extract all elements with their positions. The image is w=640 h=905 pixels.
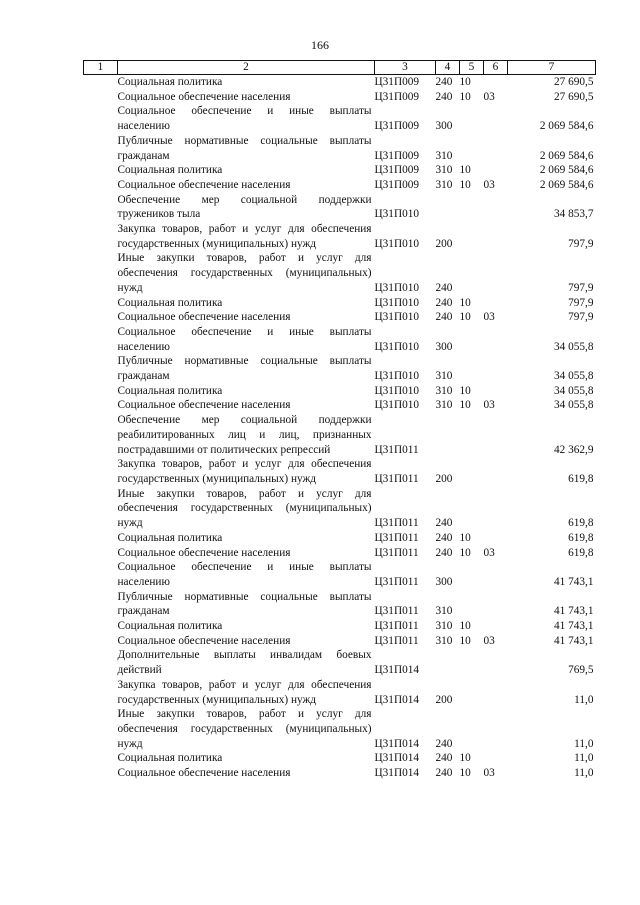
row-code-cell: Ц31П009: [374, 90, 420, 103]
row-name-cell: Социальное обеспечение населения: [117, 634, 291, 647]
row-name-cell: Публичные нормативные социальные выплаты гражданам: [117, 134, 372, 162]
row-name-cell: Закупка товаров, работ и услуг для обеспечения государственных (муниципальных) нужд: [117, 223, 372, 250]
row-expense-type-cell: [436, 648, 460, 677]
row-expense-type-cell: 200: [435, 693, 453, 706]
row-number-cell: [84, 134, 118, 163]
column-header-6: 6: [484, 61, 508, 75]
row-name-cell: Закупка товаров, работ и услуг для обеспечения государственных (муниципальных) нужд: [117, 458, 372, 485]
row-amount-cell: 2 069 584,6: [539, 164, 594, 177]
row-expense-type-cell: 240: [435, 517, 453, 530]
row-section-cell: 10: [459, 531, 471, 544]
page-number: 166: [311, 38, 329, 52]
row-code-cell: Ц31П014: [374, 752, 420, 765]
row-number-cell: [84, 251, 118, 295]
table-row: [84, 222, 596, 251]
column-header-7: 7: [508, 61, 596, 75]
row-amount-cell: 619,8: [568, 472, 594, 485]
row-number-cell: [84, 222, 118, 251]
row-number-cell: [84, 678, 118, 707]
row-code-cell: Ц31П009: [374, 149, 420, 162]
row-number-cell: [84, 634, 118, 649]
table-row: [84, 104, 596, 133]
row-number-cell: [84, 560, 118, 589]
row-amount-cell: 769,5: [568, 664, 594, 677]
row-code-cell: Ц31П010: [374, 384, 420, 397]
row-subsection-cell: 03: [483, 90, 495, 103]
row-amount-cell: 11,0: [574, 752, 594, 765]
row-code-cell: Ц31П010: [374, 208, 420, 221]
row-code-cell: Ц31П010: [374, 340, 420, 353]
row-subsection-cell: [484, 648, 508, 677]
row-subsection-cell: [484, 222, 508, 251]
table-row: [84, 310, 596, 325]
table-row: [84, 413, 596, 457]
row-section-cell: [460, 251, 484, 295]
row-subsection-cell: [484, 193, 508, 222]
row-section-cell: 10: [459, 767, 471, 780]
table-row: [84, 178, 596, 193]
row-number-cell: [84, 707, 118, 751]
table-header: [84, 61, 596, 75]
row-code-cell: Ц31П009: [374, 178, 420, 191]
row-code-cell: Ц31П010: [374, 311, 420, 324]
row-name-cell: Социальная политика: [117, 752, 223, 765]
budget-table: [83, 60, 596, 781]
row-expense-type-cell: 310: [435, 164, 453, 177]
row-amount-cell: 42 362,9: [553, 443, 594, 456]
row-amount-cell: 797,9: [568, 311, 594, 324]
row-name-cell: Социальное обеспечение населения: [117, 178, 291, 191]
row-name-cell: Социальное обеспечение населения: [117, 399, 291, 412]
row-name-cell: Социальное обеспечение и иные выплаты населению: [117, 105, 372, 133]
row-expense-type-cell: 240: [435, 737, 453, 750]
row-number-cell: [84, 75, 118, 90]
table-row: [84, 531, 596, 546]
table-body: [84, 75, 596, 781]
row-name-cell: Иные закупки товаров, работ и услуг для обеспечения государственных (муниципальных) нужд: [117, 487, 372, 530]
row-number-cell: [84, 296, 118, 311]
row-number-cell: [84, 354, 118, 383]
row-expense-type-cell: 200: [435, 237, 453, 250]
table-row: [84, 134, 596, 163]
row-expense-type-cell: 240: [435, 767, 453, 780]
row-subsection-cell: [484, 104, 508, 133]
row-subsection-cell: [484, 751, 508, 766]
row-subsection-cell: [484, 590, 508, 619]
table-row: [84, 546, 596, 561]
row-number-cell: [84, 457, 118, 486]
row-code-cell: Ц31П011: [374, 443, 419, 456]
row-expense-type-cell: [436, 193, 460, 222]
row-amount-cell: 2 069 584,6: [539, 120, 594, 133]
row-code-cell: Ц31П011: [374, 634, 419, 647]
column-header-3: 3: [375, 61, 436, 75]
row-name-cell: Публичные нормативные социальные выплаты гражданам: [117, 590, 372, 618]
row-code-cell: Ц31П014: [374, 693, 420, 706]
row-amount-cell: 11,0: [574, 737, 594, 750]
table-row: [84, 296, 596, 311]
table-row: [84, 766, 596, 781]
row-subsection-cell: 03: [483, 546, 495, 559]
row-code-cell: Ц31П014: [374, 737, 420, 750]
row-amount-cell: 797,9: [568, 237, 594, 250]
row-code-cell: Ц31П011: [374, 531, 419, 544]
row-expense-type-cell: 300: [435, 340, 453, 353]
row-expense-type-cell: 200: [435, 472, 453, 485]
row-name-cell: Социальная политика: [117, 531, 223, 544]
row-expense-type-cell: 310: [435, 605, 453, 618]
row-amount-cell: 34 055,8: [553, 370, 594, 383]
row-subsection-cell: [484, 678, 508, 707]
row-expense-type-cell: 240: [435, 546, 453, 559]
row-amount-cell: 27 690,5: [553, 76, 594, 88]
row-amount-cell: 11,0: [574, 767, 594, 780]
row-number-cell: [84, 398, 118, 413]
header-row: [84, 61, 596, 75]
table-row: [84, 648, 596, 677]
row-code-cell: Ц31П011: [374, 472, 419, 485]
table-row: [84, 560, 596, 589]
row-amount-cell: 27 690,5: [553, 90, 594, 103]
row-name-cell: Иные закупки товаров, работ и услуг для обеспечения государственных (муниципальных) нужд: [117, 252, 372, 294]
row-amount-cell: 619,8: [568, 546, 594, 559]
row-number-cell: [84, 619, 118, 634]
row-amount-cell: 34 055,8: [553, 340, 594, 353]
row-name-cell: Закупка товаров, работ и услуг для обеспечения государственных (муниципальных) нужд: [117, 678, 372, 706]
table-row: [84, 325, 596, 354]
row-expense-type-cell: 310: [435, 384, 453, 397]
row-name-cell: Социальная политика: [117, 620, 223, 633]
row-name-cell: Социальная политика: [117, 76, 223, 88]
table-row: [84, 751, 596, 766]
row-expense-type-cell: 310: [435, 370, 453, 383]
row-code-cell: Ц31П010: [374, 296, 420, 309]
row-name-cell: Социальное обеспечение населения: [117, 311, 291, 324]
row-name-cell: Дополнительные выплаты инвалидам боевых действий: [117, 649, 372, 677]
row-amount-cell: 797,9: [568, 281, 594, 294]
row-section-cell: [460, 560, 484, 589]
table-row: [84, 251, 596, 295]
table-row: [84, 619, 596, 634]
row-code-cell: Ц31П011: [374, 517, 419, 530]
row-expense-type-cell: 300: [435, 120, 453, 133]
row-number-cell: [84, 163, 118, 178]
column-header-4: 4: [436, 61, 460, 75]
row-code-cell: Ц31П010: [374, 399, 420, 412]
row-number-cell: [84, 648, 118, 677]
row-code-cell: Ц31П010: [374, 370, 420, 383]
row-name-cell: Социальное обеспечение и иные выплаты населению: [117, 325, 372, 353]
row-subsection-cell: [484, 487, 508, 531]
table-row: [84, 678, 596, 707]
table-row: [84, 457, 596, 486]
row-amount-cell: 619,8: [568, 517, 594, 530]
row-amount-cell: 41 743,1: [553, 605, 594, 618]
row-amount-cell: 797,9: [568, 296, 594, 309]
row-number-cell: [84, 413, 118, 457]
row-subsection-cell: [484, 457, 508, 486]
row-subsection-cell: 03: [483, 634, 495, 647]
row-subsection-cell: [484, 707, 508, 751]
row-section-cell: [460, 413, 484, 457]
row-number-cell: [84, 90, 118, 105]
table-row: [84, 354, 596, 383]
table-row: [84, 90, 596, 105]
row-expense-type-cell: 240: [435, 90, 453, 103]
row-section-cell: [460, 457, 484, 486]
row-number-cell: [84, 531, 118, 546]
row-expense-type-cell: 240: [435, 76, 453, 88]
row-section-cell: 10: [459, 164, 471, 177]
row-number-cell: [84, 546, 118, 561]
table-row: [84, 634, 596, 649]
row-amount-cell: 11,0: [574, 693, 594, 706]
row-expense-type-cell: 240: [435, 311, 453, 324]
row-code-cell: Ц31П010: [374, 237, 420, 250]
row-subsection-cell: 03: [483, 399, 495, 412]
row-subsection-cell: [484, 413, 508, 457]
row-expense-type-cell: 300: [435, 575, 453, 588]
row-amount-cell: 34 055,8: [553, 399, 594, 412]
row-subsection-cell: [484, 134, 508, 163]
column-header-2: 2: [118, 61, 375, 75]
row-section-cell: 10: [459, 76, 471, 88]
row-subsection-cell: [484, 384, 508, 399]
row-section-cell: 10: [459, 620, 471, 633]
row-subsection-cell: 03: [483, 178, 495, 191]
row-section-cell: [460, 193, 484, 222]
row-section-cell: [460, 487, 484, 531]
row-section-cell: [460, 222, 484, 251]
row-name-cell: Публичные нормативные социальные выплаты гражданам: [117, 355, 372, 383]
row-section-cell: 10: [459, 296, 471, 309]
table-row: [84, 398, 596, 413]
row-name-cell: Социальное обеспечение населения: [117, 546, 291, 559]
row-code-cell: Ц31П009: [374, 76, 420, 88]
row-expense-type-cell: 310: [435, 620, 453, 633]
row-name-cell: Социальное обеспечение и иные выплаты населению: [117, 561, 372, 588]
row-expense-type-cell: 240: [435, 531, 453, 544]
row-amount-cell: 619,8: [568, 531, 594, 544]
row-number-cell: [84, 193, 118, 222]
row-amount-cell: 34 055,8: [553, 384, 594, 397]
row-code-cell: Ц31П010: [374, 281, 420, 294]
row-section-cell: 10: [459, 752, 471, 765]
table-row: [84, 193, 596, 222]
row-code-cell: Ц31П014: [374, 767, 420, 780]
row-subsection-cell: [484, 619, 508, 634]
row-amount-cell: 34 853,7: [553, 208, 594, 221]
row-number-cell: [84, 104, 118, 133]
row-name-cell: Социальная политика: [117, 296, 223, 309]
row-code-cell: Ц31П011: [374, 575, 419, 588]
row-name-cell: Обеспечение мер социальной поддержки реабилитированных лиц и лиц, признанных пострадавшими от политических репрессий: [117, 414, 372, 456]
table-row: [84, 590, 596, 619]
row-amount-cell: 41 743,1: [553, 634, 594, 647]
row-section-cell: 10: [459, 634, 471, 647]
row-amount-cell: 2 069 584,6: [539, 149, 594, 162]
row-subsection-cell: [484, 251, 508, 295]
row-code-cell: Ц31П011: [374, 546, 419, 559]
row-expense-type-cell: [436, 413, 460, 457]
row-section-cell: [460, 325, 484, 354]
row-expense-type-cell: 310: [435, 149, 453, 162]
row-amount-cell: 41 743,1: [553, 620, 594, 633]
column-header-5: 5: [460, 61, 484, 75]
row-number-cell: [84, 310, 118, 325]
row-number-cell: [84, 751, 118, 766]
row-section-cell: [460, 134, 484, 163]
row-subsection-cell: [484, 325, 508, 354]
row-subsection-cell: 03: [483, 767, 495, 780]
row-expense-type-cell: 240: [435, 281, 453, 294]
row-section-cell: 10: [459, 311, 471, 324]
row-expense-type-cell: 240: [435, 752, 453, 765]
row-code-cell: Ц31П011: [374, 620, 419, 633]
row-name-cell: Социальное обеспечение населения: [117, 90, 291, 103]
row-section-cell: [460, 104, 484, 133]
row-section-cell: [460, 678, 484, 707]
row-subsection-cell: [484, 296, 508, 311]
row-section-cell: 10: [459, 546, 471, 559]
row-section-cell: [460, 707, 484, 751]
row-section-cell: [460, 354, 484, 383]
row-number-cell: [84, 325, 118, 354]
row-section-cell: 10: [459, 90, 471, 103]
table-row: [84, 384, 596, 399]
row-subsection-cell: [484, 531, 508, 546]
row-number-cell: [84, 487, 118, 531]
row-section-cell: [460, 590, 484, 619]
row-subsection-cell: [484, 163, 508, 178]
row-amount-cell: 41 743,1: [553, 575, 594, 588]
row-expense-type-cell: 310: [435, 178, 453, 191]
row-amount-cell: 2 069 584,6: [539, 178, 594, 191]
row-number-cell: [84, 590, 118, 619]
row-code-cell: Ц31П014: [374, 664, 420, 677]
row-section-cell: [460, 648, 484, 677]
row-number-cell: [84, 766, 118, 781]
row-expense-type-cell: 240: [435, 296, 453, 309]
row-section-cell: 10: [459, 384, 471, 397]
row-name-cell: Социальная политика: [117, 164, 223, 177]
table-row: [84, 487, 596, 531]
row-subsection-cell: [484, 560, 508, 589]
row-subsection-cell: 03: [483, 311, 495, 324]
row-code-cell: Ц31П009: [374, 120, 420, 133]
column-header-1: 1: [84, 61, 118, 75]
row-subsection-cell: [484, 75, 508, 90]
table-row: [84, 707, 596, 751]
row-code-cell: Ц31П009: [374, 164, 420, 177]
row-code-cell: Ц31П011: [374, 605, 419, 618]
row-section-cell: 10: [459, 178, 471, 191]
row-number-cell: [84, 384, 118, 399]
table-row: [84, 75, 596, 90]
row-section-cell: 10: [459, 399, 471, 412]
row-name-cell: Социальное обеспечение населения: [117, 767, 291, 780]
row-subsection-cell: [484, 354, 508, 383]
row-name-cell: Социальная политика: [117, 384, 223, 397]
row-name-cell: Иные закупки товаров, работ и услуг для обеспечения государственных (муниципальных) нужд: [117, 708, 372, 750]
row-name-cell: Обеспечение мер социальной поддержки тружеников тыла: [117, 193, 372, 221]
row-number-cell: [84, 178, 118, 193]
row-expense-type-cell: 310: [435, 399, 453, 412]
row-expense-type-cell: 310: [435, 634, 453, 647]
table-row: [84, 163, 596, 178]
